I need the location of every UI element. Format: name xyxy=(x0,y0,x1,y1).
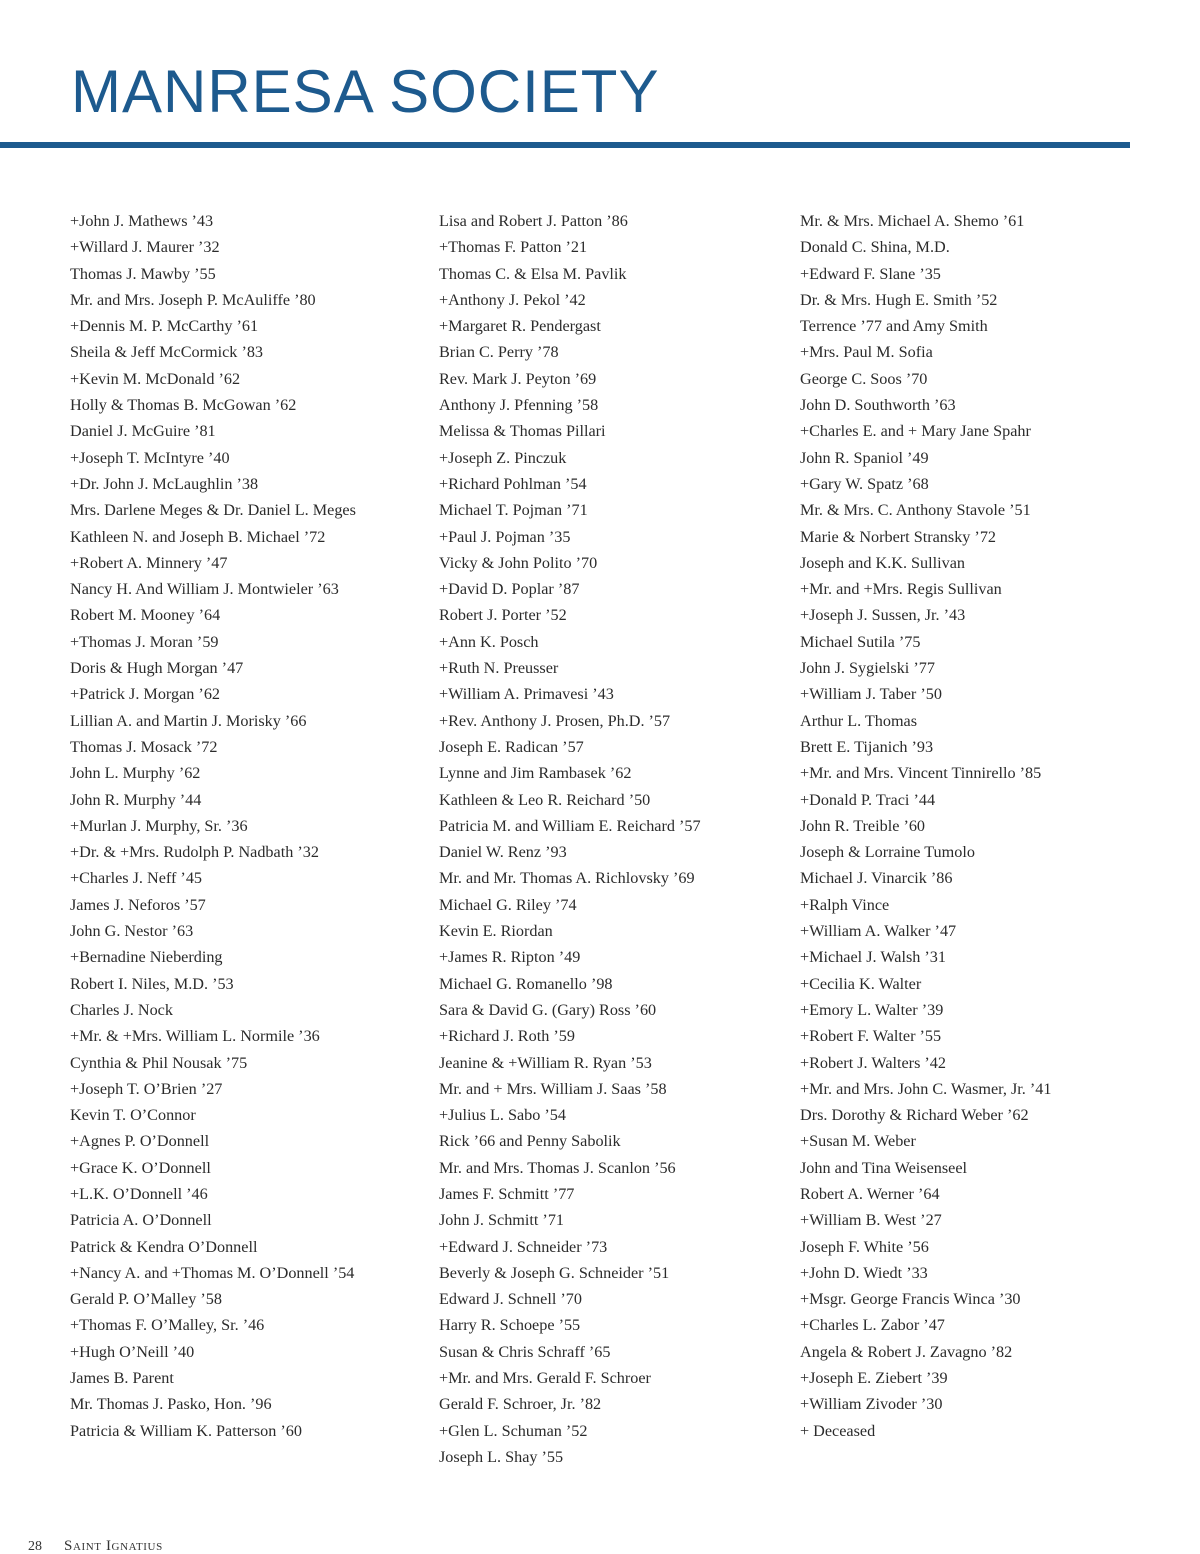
donor-name: +Kevin M. McDonald ’62 xyxy=(70,369,241,388)
donor-name: Robert I. Niles, M.D. ’53 xyxy=(70,974,234,993)
donor-name: John and Tina Weisenseel xyxy=(800,1158,968,1177)
donor-name: +Ann K. Posch xyxy=(439,632,539,651)
donor-name: Mr. & Mrs. Michael A. Shemo ’61 xyxy=(800,212,1025,230)
donor-name: Cynthia & Phil Nousak ’75 xyxy=(70,1053,248,1072)
donor-name: +William Zivoder ’30 xyxy=(800,1395,943,1414)
donor-name: +Joseph T. McIntyre ’40 xyxy=(70,448,230,467)
donor-name: Angela & Robert J. Zavagno ’82 xyxy=(800,1342,1013,1361)
donor-name: Joseph and K.K. Sullivan xyxy=(800,553,966,572)
donor-name: +James R. Ripton ’49 xyxy=(439,948,581,967)
donor-name: +Joseph Z. Pinczuk xyxy=(439,448,567,467)
donor-name: +William A. Primavesi ’43 xyxy=(439,685,614,704)
donor-name: +Dr. John J. McLaughlin ’38 xyxy=(70,474,259,493)
donor-name: Robert A. Werner ’64 xyxy=(800,1184,940,1203)
donor-name: Kathleen N. and Joseph B. Michael ’72 xyxy=(70,527,326,546)
donor-name: Mr. Thomas J. Pasko, Hon. ’96 xyxy=(70,1395,272,1414)
donor-name: Mrs. Darlene Meges & Dr. Daniel L. Meges xyxy=(70,501,356,520)
donor-name: +Anthony J. Pekol ’42 xyxy=(439,290,586,309)
donor-name: +Michael J. Walsh ’31 xyxy=(800,948,946,967)
donor-name: Thomas C. & Elsa M. Pavlik xyxy=(439,264,627,283)
donor-name: +Mrs. Paul M. Sofia xyxy=(800,343,933,362)
donor-name: +Patrick J. Morgan ’62 xyxy=(70,685,221,704)
donor-name: +Mr. and +Mrs. Regis Sullivan xyxy=(800,580,1002,599)
donor-name: Harry R. Schoepe ’55 xyxy=(439,1316,581,1335)
donor-name: Lillian A. and Martin J. Morisky ’66 xyxy=(70,711,307,730)
donor-name: +Glen L. Schuman ’52 xyxy=(439,1421,588,1440)
title-underline xyxy=(0,142,1130,148)
donor-name: Kevin T. O’Connor xyxy=(70,1106,196,1125)
donor-column-1 xyxy=(70,208,356,1444)
deceased-legend: + Deceased xyxy=(800,1422,876,1440)
donor-name: Patricia & William K. Patterson ’60 xyxy=(70,1421,302,1440)
donor-name: James J. Neforos ’57 xyxy=(70,895,206,914)
donor-name: +Susan M. Weber xyxy=(800,1132,916,1151)
donor-name: Michael T. Pojman ’71 xyxy=(439,501,588,520)
donor-column-3 xyxy=(800,208,1051,1418)
donor-name: +Willard J. Maurer ’32 xyxy=(70,238,220,257)
donor-name: John G. Nestor ’63 xyxy=(70,922,194,941)
donor-name: Melissa & Thomas Pillari xyxy=(439,422,606,441)
donor-name: Charles J. Nock xyxy=(70,1000,173,1019)
donor-name: +Grace K. O’Donnell xyxy=(70,1158,211,1177)
donor-name: Gerald P. O’Malley ’58 xyxy=(70,1290,222,1309)
donor-name: Mr. & Mrs. C. Anthony Stavole ’51 xyxy=(800,501,1031,520)
donor-name: Michael G. Riley ’74 xyxy=(439,895,577,914)
page-number: 28 xyxy=(28,1539,42,1554)
donor-name: +Emory L. Walter ’39 xyxy=(800,1000,944,1019)
donor-name: Mr. and Mrs. Joseph P. McAuliffe ’80 xyxy=(70,290,316,309)
donor-name: Patricia A. O’Donnell xyxy=(70,1211,212,1230)
donor-name: +Edward F. Slane ’35 xyxy=(800,264,941,283)
donor-name: Susan & Chris Schraff ’65 xyxy=(439,1342,611,1361)
donor-name: Vicky & John Polito ’70 xyxy=(439,553,598,572)
donor-name: +Richard J. Roth ’59 xyxy=(439,1027,575,1046)
donor-name: Doris & Hugh Morgan ’47 xyxy=(70,659,244,678)
donor-name: John R. Spaniol ’49 xyxy=(800,448,929,467)
page-title: MANRESA SOCIETY xyxy=(71,58,660,125)
donor-name: +Ralph Vince xyxy=(800,895,890,914)
donor-name: +Robert J. Walters ’42 xyxy=(800,1053,946,1072)
donor-name: Drs. Dorothy & Richard Weber ’62 xyxy=(800,1106,1029,1125)
donor-name: Mr. and + Mrs. William J. Saas ’58 xyxy=(439,1079,667,1098)
donor-name: +Rev. Anthony J. Prosen, Ph.D. ’57 xyxy=(439,711,671,730)
donor-name: Thomas J. Mawby ’55 xyxy=(70,264,216,283)
donor-name: Robert M. Mooney ’64 xyxy=(70,606,221,625)
donor-name: Sheila & Jeff McCormick ’83 xyxy=(70,343,264,362)
donor-name: +L.K. O’Donnell ’46 xyxy=(70,1184,208,1203)
donor-name: Kathleen & Leo R. Reichard ’50 xyxy=(439,790,651,809)
donor-name: +Mr. and Mrs. Gerald F. Schroer xyxy=(439,1369,651,1388)
donor-name: Michael G. Romanello ’98 xyxy=(439,974,613,993)
donor-name: Edward J. Schnell ’70 xyxy=(439,1290,582,1309)
donor-name: John J. Sygielski ’77 xyxy=(800,659,935,678)
donor-name: Terrence ’77 and Amy Smith xyxy=(800,317,988,336)
donor-name: +Richard Pohlman ’54 xyxy=(439,474,587,493)
donor-name: George C. Soos ’70 xyxy=(800,369,928,388)
donor-name: +Charles L. Zabor ’47 xyxy=(800,1316,945,1335)
donor-name: +Mr. and Mrs. Vincent Tinnirello ’85 xyxy=(800,764,1042,783)
page-footer xyxy=(28,1539,163,1554)
donor-name: +Charles E. and + Mary Jane Spahr xyxy=(800,422,1031,441)
publication-name: Saint Ignatius xyxy=(64,1538,163,1554)
donor-name: +Joseph E. Ziebert ’39 xyxy=(800,1369,948,1388)
donor-name: Nancy H. And William J. Montwieler ’63 xyxy=(70,580,339,599)
donor-name: Rick ’66 and Penny Sabolik xyxy=(439,1132,621,1151)
donor-name: +Ruth N. Preusser xyxy=(439,659,559,678)
donor-name: Michael Sutila ’75 xyxy=(800,632,921,651)
donor-name: Marie & Norbert Stransky ’72 xyxy=(800,527,997,546)
donor-name: Lynne and Jim Rambasek ’62 xyxy=(439,764,632,783)
donor-name: Anthony J. Pfenning ’58 xyxy=(439,396,599,415)
donor-name: +Nancy A. and +Thomas M. O’Donnell ’54 xyxy=(70,1263,355,1282)
donor-name: +Thomas F. O’Malley, Sr. ’46 xyxy=(70,1316,265,1335)
donor-name: John J. Schmitt ’71 xyxy=(439,1211,565,1230)
donor-name: +Thomas F. Patton ’21 xyxy=(439,238,588,257)
donor-name: +Paul J. Pojman ’35 xyxy=(439,527,571,546)
donor-name: Joseph E. Radican ’57 xyxy=(439,737,584,756)
donor-name: Sara & David G. (Gary) Ross ’60 xyxy=(439,1000,657,1019)
donor-name: Arthur L. Thomas xyxy=(800,711,918,730)
donor-name: James F. Schmitt ’77 xyxy=(439,1184,575,1203)
donor-name: Kevin E. Riordan xyxy=(439,922,553,941)
donor-name: John L. Murphy ’62 xyxy=(70,764,201,783)
donor-name: Robert J. Porter ’52 xyxy=(439,606,567,625)
donor-name: +Donald P. Traci ’44 xyxy=(800,790,936,809)
donor-name: Daniel J. McGuire ’81 xyxy=(70,422,216,441)
donor-name: Daniel W. Renz ’93 xyxy=(439,843,567,862)
donor-name: Mr. and Mrs. Thomas J. Scanlon ’56 xyxy=(439,1158,676,1177)
donor-name: John D. Southworth ’63 xyxy=(800,396,956,415)
donor-name: +Dr. & +Mrs. Rudolph P. Nadbath ’32 xyxy=(70,843,319,862)
donor-name: +Robert A. Minnery ’47 xyxy=(70,553,228,572)
donor-name: Patrick & Kendra O’Donnell xyxy=(70,1237,258,1256)
donor-name: +Thomas J. Moran ’59 xyxy=(70,632,219,651)
donor-name: +Joseph T. O’Brien ’27 xyxy=(70,1079,223,1098)
donor-name: Joseph L. Shay ’55 xyxy=(439,1447,564,1466)
donor-name: Thomas J. Mosack ’72 xyxy=(70,737,218,756)
donor-name: +Charles J. Neff ’45 xyxy=(70,869,203,888)
donor-name: Holly & Thomas B. McGowan ’62 xyxy=(70,396,297,415)
donor-name: +William A. Walker ’47 xyxy=(800,922,957,941)
donor-name: James B. Parent xyxy=(70,1369,174,1388)
donor-name: +Hugh O’Neill ’40 xyxy=(70,1342,195,1361)
donor-name: Brett E. Tijanich ’93 xyxy=(800,737,934,756)
donor-name: Donald C. Shina, M.D. xyxy=(800,238,950,257)
donor-name: +Mr. & +Mrs. William L. Normile ’36 xyxy=(70,1027,320,1046)
donor-name: +Cecilia K. Walter xyxy=(800,974,922,993)
donor-name: John R. Treible ’60 xyxy=(800,816,926,835)
donor-name: Rev. Mark J. Peyton ’69 xyxy=(439,369,597,388)
donor-name: +Bernadine Nieberding xyxy=(70,948,223,967)
donor-name: +William B. West ’27 xyxy=(800,1211,942,1230)
donor-name: Brian C. Perry ’78 xyxy=(439,343,559,362)
donor-name: Gerald F. Schroer, Jr. ’82 xyxy=(439,1395,602,1414)
donor-name: +John J. Mathews ’43 xyxy=(70,212,214,230)
donor-name: +Robert F. Walter ’55 xyxy=(800,1027,942,1046)
donor-name: Dr. & Mrs. Hugh E. Smith ’52 xyxy=(800,290,998,309)
donor-name: +Murlan J. Murphy, Sr. ’36 xyxy=(70,816,248,835)
donor-name: Joseph F. White ’56 xyxy=(800,1237,929,1256)
donor-name: +William J. Taber ’50 xyxy=(800,685,942,704)
donor-name: Beverly & Joseph G. Schneider ’51 xyxy=(439,1263,670,1282)
donor-name: +Msgr. George Francis Winca ’30 xyxy=(800,1290,1021,1309)
donor-name: +Gary W. Spatz ’68 xyxy=(800,474,929,493)
donor-column-2 xyxy=(439,208,701,1470)
donor-name: +Joseph J. Sussen, Jr. ’43 xyxy=(800,606,966,625)
donor-name: +Agnes P. O’Donnell xyxy=(70,1132,210,1151)
donor-name: Michael J. Vinarcik ’86 xyxy=(800,869,953,888)
donor-name: +David D. Poplar ’87 xyxy=(439,580,580,599)
donor-name: +Mr. and Mrs. John C. Wasmer, Jr. ’41 xyxy=(800,1079,1052,1098)
donor-name: John R. Murphy ’44 xyxy=(70,790,202,809)
donor-name: Lisa and Robert J. Patton ’86 xyxy=(439,212,628,230)
donor-name: Joseph & Lorraine Tumolo xyxy=(800,843,975,862)
donor-name: +Margaret R. Pendergast xyxy=(439,317,601,336)
donor-name: Patricia M. and William E. Reichard ’57 xyxy=(439,816,701,835)
donor-name: +Dennis M. P. McCarthy ’61 xyxy=(70,317,259,336)
donor-name: +Edward J. Schneider ’73 xyxy=(439,1237,608,1256)
donor-name: Mr. and Mr. Thomas A. Richlovsky ’69 xyxy=(439,869,695,888)
donor-name: Jeanine & +William R. Ryan ’53 xyxy=(439,1053,652,1072)
donor-name: +John D. Wiedt ’33 xyxy=(800,1263,928,1282)
donor-name: +Julius L. Sabo ’54 xyxy=(439,1106,566,1125)
